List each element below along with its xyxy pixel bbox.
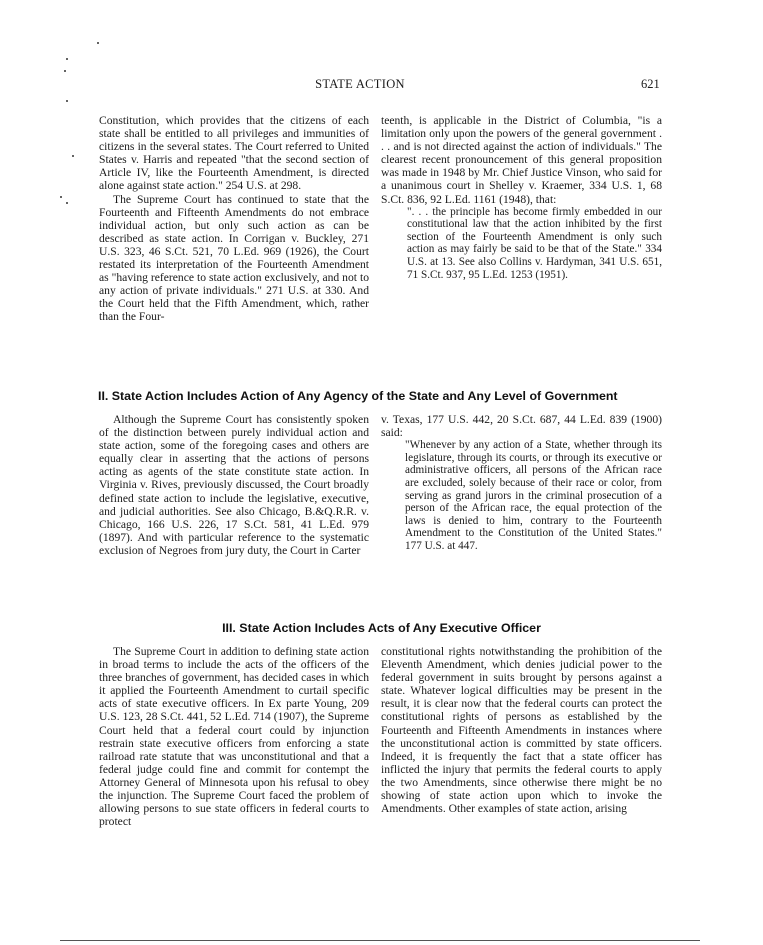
section3-right-column — [381, 645, 662, 815]
section-heading-ii: II. State Action Includes Action of Any Agency of the State and Any Level of Government — [98, 389, 618, 403]
section2-left-column — [99, 413, 369, 557]
paragraph: Although the Supreme Court has consistently spoken of the distinction between purely individual action and state action, some of the foregoing cases and others are equally clear in asserting that the actions of persons acting as agents of the state constitute state action. In Virginia v. Rives, previously discussed, the Court broadly defined state action to include the legislative, executive, and judicial authorities. See also Chicago, B.&Q.R.R. v. Chicago, 166 U.S. 226, 17 S.Ct. 581, 41 L.Ed. 979 (1897). And with particular reference to the systematic exclusion of Negroes from jury duty, the Court in Carter — [99, 413, 369, 557]
section3-left-column — [99, 645, 369, 828]
scan-speck — [66, 100, 68, 102]
block-quote: ". . . the principle has become firmly embedded in our constitutional law that the action inhibited by the first section of the Fourteenth Amendment is only such action as may fairly be said to be that of the State." 334 U.S. at 13. See also Collins v. Hardyman, 341 U.S. 651, 71 S.Ct. 937, 95 L.Ed. 1253 (1951). — [407, 205, 662, 281]
paragraph: constitutional rights notwithstanding the prohibition of the Eleventh Amendment, which denies judicial power to the federal government in suits brought by persons against a state. Whatever logical difficulties may be present in the result, it is clear now that the federal courts can protect the constitutional rights of persons as established by the Fourteenth and Fifteenth Amendments in instances where the unconstitutional action is committed by state officers. Indeed, it is frequently the fact that a state officer has inflicted the injury that permits the federal courts to apply the two Amendments, since otherwise there might be no showing of state action upon which to invoke the Amendments. Other examples of state action, arising — [381, 645, 662, 816]
paragraph: teenth, is applicable in the District of Columbia, "is a limitation only upon the powers of the general government . . . and is not directed against the action of individuals." The clearest recent pronouncement of this general proposition was made in 1948 by Mr. Chief Justice Vinson, who said for a unanimous court in Shelley v. Kraemer, 334 U.S. 1, 68 S.Ct. 836, 92 L.Ed. 1161 (1948), that: — [381, 114, 662, 206]
scan-speck — [72, 155, 74, 157]
scan-speck — [60, 196, 62, 198]
section1-left-column — [99, 114, 369, 324]
scan-speck — [66, 202, 68, 204]
page-number: 621 — [641, 77, 660, 91]
scan-speck — [64, 70, 66, 72]
paragraph: v. Texas, 177 U.S. 442, 20 S.Ct. 687, 44 L.Ed. 839 (1900) said: — [381, 413, 662, 440]
section1-right-column — [381, 114, 662, 281]
paragraph: The Supreme Court in addition to defining state action in broad terms to include the acts of the officers of the three branches of government, has decided cases in which it applied the Fourteenth Amendment to curtail specific acts of state executive officers. In Ex parte Young, 209 U.S. 123, 28 S.Ct. 441, 52 L.Ed. 714 (1907), the Supreme Court held that a federal court could by injunction restrain state executive officers from enforcing a state railroad rate statute that was unconstitutional and that a federal judge could fine and commit for contempt the Attorney General of Minnesota upon his refusal to obey the injunction. The Supreme Court faced the problem of allowing persons to sue state officers in federal courts to protect — [99, 645, 369, 829]
running-head: STATE ACTION — [315, 77, 405, 91]
page-bottom-rule — [60, 940, 700, 941]
scan-speck — [66, 58, 68, 60]
scan-speck — [97, 42, 99, 44]
block-quote: "Whenever by any action of a State, whether through its legislature, through its courts, or through its executive or administrative officers, all persons of the African race are excluded, solely because of their race or color, from serving as grand jurors in the criminal prosecution of a person of the African race, the equal protection of the laws is denied to him, contrary to the Fourteenth Amendment to the Constitution of the United States." 177 U.S. at 447. — [405, 439, 662, 552]
section2-right-column — [381, 413, 662, 553]
section-heading-iii: III. State Action Includes Acts of Any Executive Officer — [222, 621, 541, 635]
paragraph: The Supreme Court has continued to state that the Fourteenth and Fifteenth Amendments do not embrace individual action, but only such action as can be described as state action. In Corrigan v. Buckley, 271 U.S. 323, 46 S.Ct. 521, 70 L.Ed. 969 (1926), the Court restated its interpretation of the Fourteenth Amendment as "having reference to state action exclusively, and not to any action of private individuals." 271 U.S. at 330. And the Court held that the Fifth Amendment, which, rather than the Four- — [99, 192, 369, 324]
paragraph: Constitution, which provides that the citizens of each state shall be entitled to all privileges and immunities of citizens in the several states. The Court referred to United States v. Harris and repeated "that the second section of Article IV, like the Fourteenth Amendment, is directed alone against state action." 254 U.S. at 298. — [99, 114, 369, 193]
